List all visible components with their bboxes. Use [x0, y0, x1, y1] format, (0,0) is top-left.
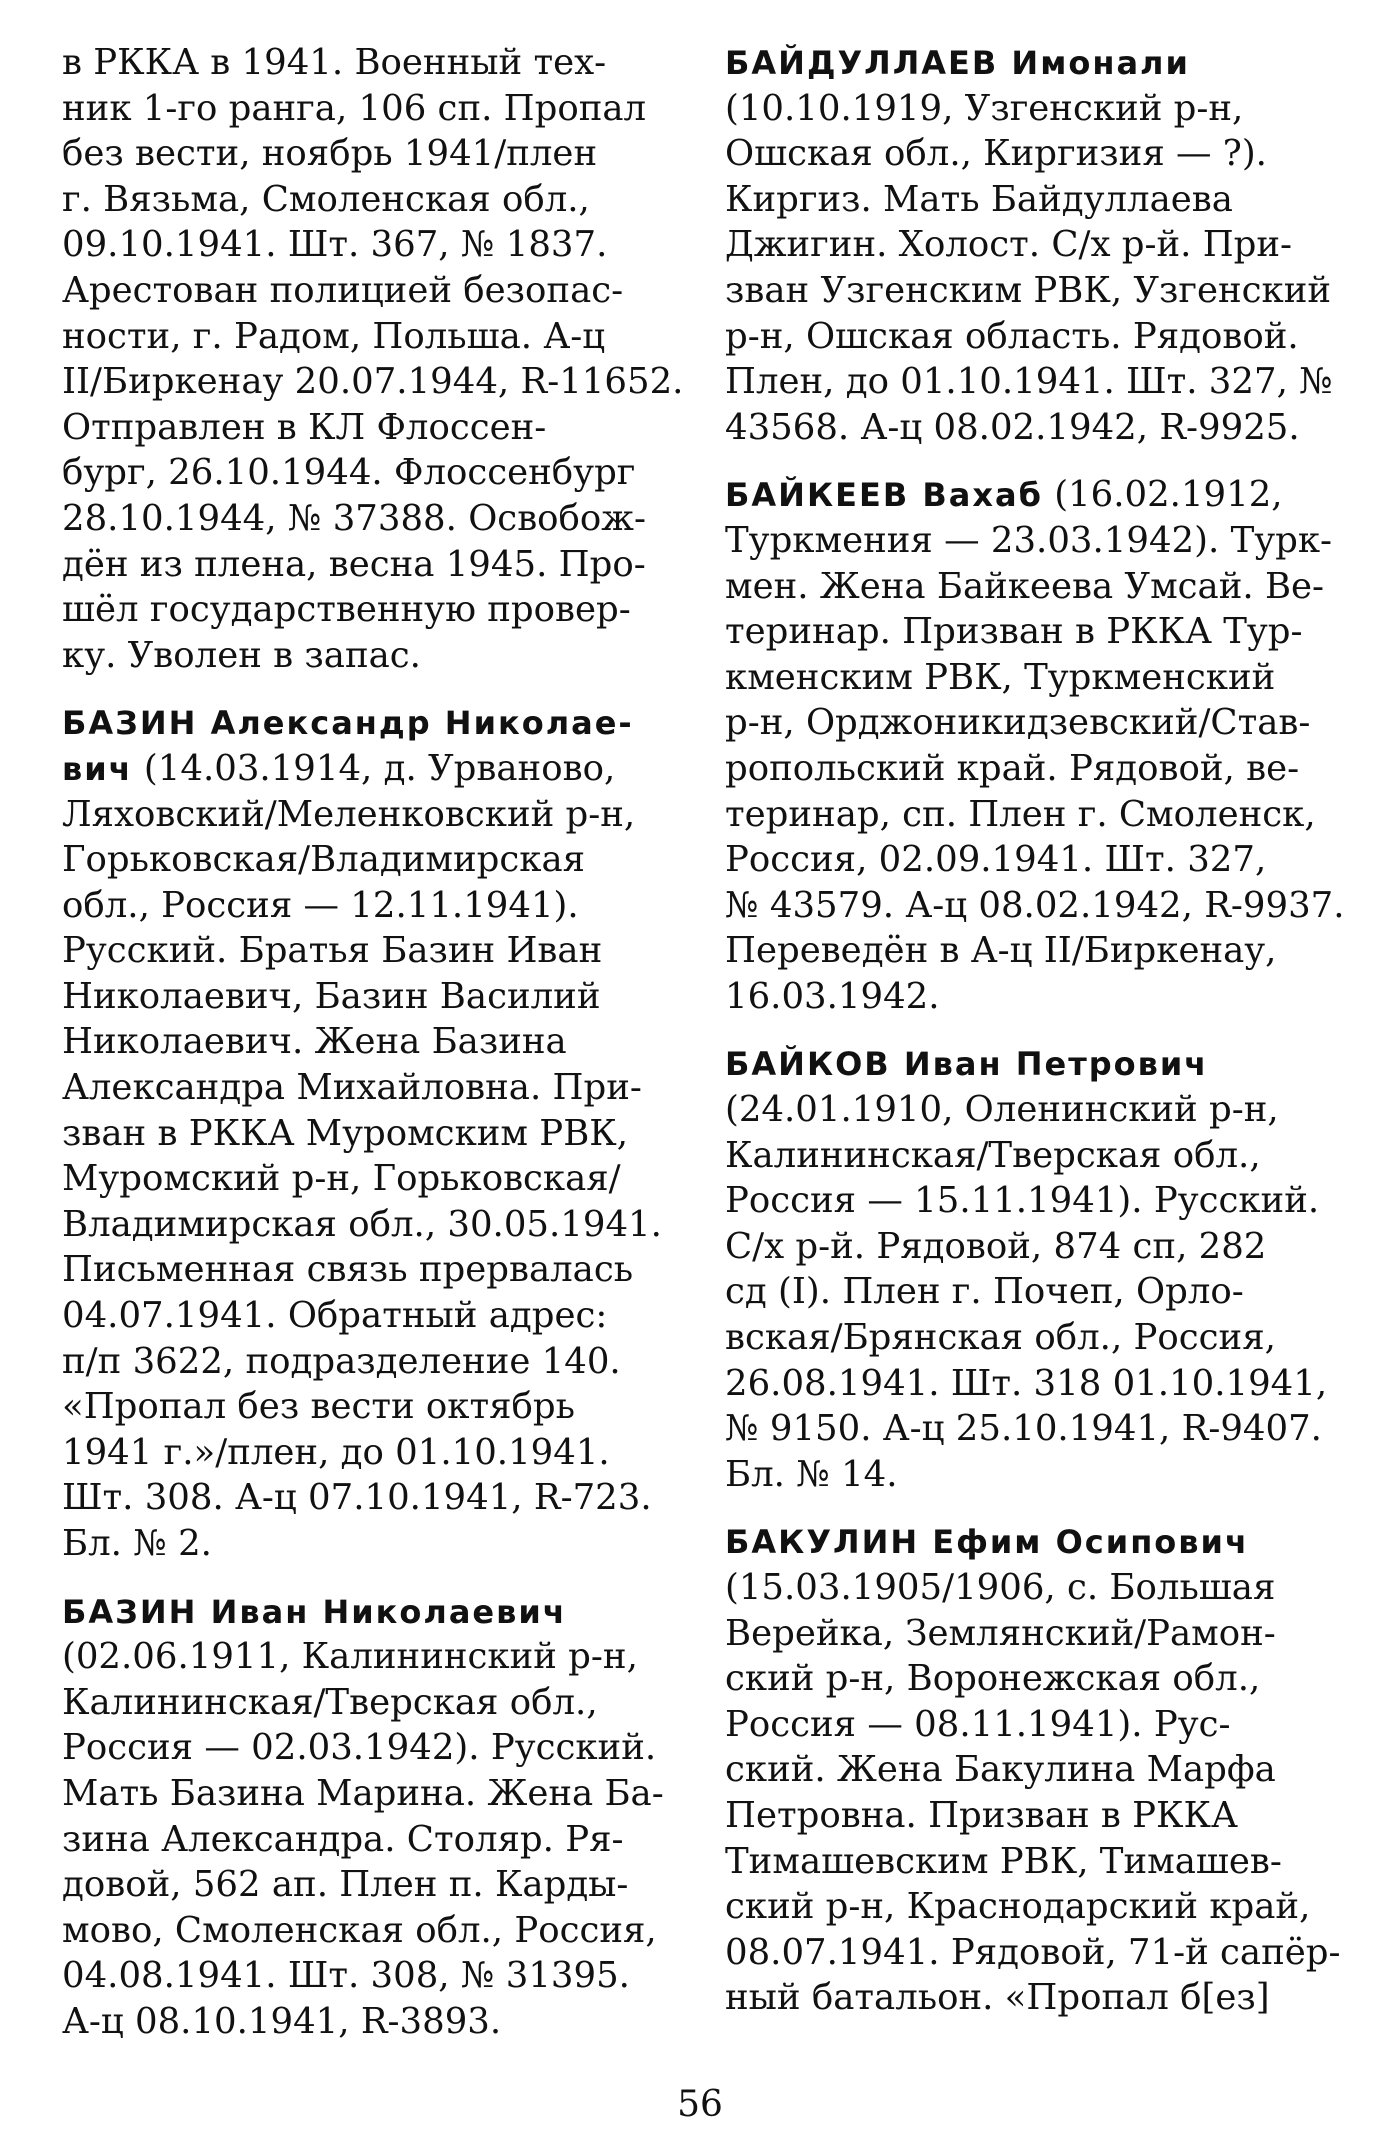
text-line: Калининская/Тверская обл., [725, 1134, 1261, 1176]
biography-entry [725, 1519, 1340, 2021]
text-line: № 43579. А-ц 08.02.1942, R-9937. [725, 884, 1345, 926]
text-line: Верейка, Землянский/Рамон- [725, 1612, 1276, 1654]
text-line: Александра Михайловна. При- [62, 1067, 642, 1109]
biography-entry [725, 472, 1345, 1019]
text-line: Ошская обл., Киргизия — ?). [725, 133, 1267, 175]
text-line: Бл. № 2. [62, 1523, 212, 1564]
text-line: «Пропал без вести октябрь [62, 1386, 575, 1428]
text-line: ку. Уволен в запас. [62, 634, 421, 676]
text-line [62, 700, 677, 746]
text-line: зван в РККА Муромским РВК, [62, 1112, 629, 1154]
text-line: Россия — 02.03.1942). Русский. [62, 1727, 657, 1769]
text-line: Плен, до 01.10.1941. Шт. 327, № [725, 361, 1333, 403]
text-line: 04.07.1941. Обратный адрес: [62, 1295, 608, 1337]
text-line: ский р-н, Краснодарский край, [725, 1886, 1311, 1928]
text-line: Петровна. Призван в РККА [725, 1794, 1238, 1836]
text-line: II/Биркенау 20.07.1944, R-11652. [62, 361, 684, 403]
text-line: мово, Смоленская обл., Россия, [62, 1909, 657, 1951]
text-line: ник 1-го ранга, 106 сп. Пропал [62, 87, 647, 129]
text-line [725, 472, 1340, 518]
text-line: теринар. Призван в РККА Тур- [725, 611, 1303, 653]
text-line: Николаевич, Базин Василий [62, 975, 601, 1017]
entry-gap [62, 1567, 677, 1589]
text-line: р-н, Ошская область. Рядовой. [725, 315, 1299, 357]
text-line: п/п 3622, подразделение 140. [62, 1340, 621, 1382]
left-column [62, 40, 684, 2045]
entry-gap [725, 450, 1340, 472]
text-line: (02.06.1911, Калининский р-н, [62, 1636, 638, 1678]
text-line: 1941 г.»/плен, до 01.10.1941. [62, 1431, 610, 1473]
entry-name: БАЗИН Иван Николаевич [62, 1592, 567, 1631]
text-line: бург, 26.10.1944. Флоссенбург [62, 452, 636, 494]
entry-name: БАКУЛИН Ефим Осипович [725, 1523, 1249, 1562]
text-line: Письменная связь прервалась [62, 1249, 634, 1291]
text-line: 16.03.1942. [725, 975, 940, 1017]
text-line [725, 1041, 1340, 1087]
entry-name: БАЙКОВ Иван Петрович [725, 1045, 1209, 1084]
text-line: Калининская/Тверская обл., [62, 1681, 598, 1723]
text-line [62, 1589, 677, 1635]
text-line: (10.10.1919, Узгенский р-н, [725, 87, 1244, 129]
text-line: № 9150. А-ц 25.10.1941, R-9407. [725, 1408, 1322, 1450]
text-line: без вести, ноябрь 1941/плен [62, 133, 598, 175]
text-line: Киргиз. Мать Байдуллаева [725, 178, 1233, 220]
entry-name: вич [62, 749, 133, 788]
biography-entry [62, 1589, 677, 2045]
text-line: Россия — 08.11.1941). Рус- [725, 1703, 1231, 1745]
text-line: в РККА в 1941. Военный тех- [62, 42, 607, 83]
text-line: (24.01.1910, Оленинский р-н, [725, 1089, 1279, 1131]
text-line: 28.10.1944, № 37388. Освобож- [62, 497, 646, 539]
entry-gap [725, 1497, 1340, 1519]
text-line: (15.03.1905/1906, с. Большая [725, 1567, 1276, 1608]
text-line: 04.08.1941. Шт. 308, № 31395. [62, 1955, 630, 1997]
entry-gap [725, 1019, 1340, 1041]
text-line: Переведён в А-ц II/Биркенау, [725, 930, 1277, 972]
text-line: дён из плена, весна 1945. Про- [62, 543, 646, 585]
text-line: Горьковская/Владимирская [62, 839, 586, 881]
biography-entry [725, 40, 1340, 450]
text-line: Русский. Братья Базин Иван [62, 930, 603, 972]
biography-entry [62, 700, 677, 1566]
text-line: Шт. 308. А-ц 07.10.1941, R-723. [62, 1477, 652, 1519]
text-line: Джигин. Холост. С/х р-й. При- [725, 224, 1293, 266]
text-line: обл., Россия — 12.11.1941). [62, 884, 579, 926]
text-line: Россия — 15.11.1941). Русский. [725, 1180, 1320, 1222]
text-line: Владимирская обл., 30.05.1941. [62, 1203, 662, 1245]
text-line [725, 40, 1340, 86]
text-line: 08.07.1941. Рядовой, 71-й сапёр- [725, 1931, 1341, 1973]
text-line: 43568. А-ц 08.02.1942, R-9925. [725, 406, 1300, 448]
entry-name: БАЙКЕЕВ Вахаб [725, 476, 1043, 515]
text-line: Отправлен в КЛ Флоссен- [62, 406, 547, 448]
entry-name: БАЙДУЛЛАЕВ Имонали [725, 44, 1190, 82]
text-line: С/х р-й. Рядовой, 874 сп, 282 [725, 1225, 1267, 1267]
text-line: ный батальон. «Пропал б[ез] [725, 1977, 1270, 2019]
text-line: зван Узгенским РВК, Узгенский [725, 269, 1332, 311]
text-line: шёл государственную провер- [62, 589, 631, 631]
text-line: довой, 562 ап. Плен п. Карды- [62, 1864, 629, 1906]
text-line: Туркмения — 23.03.1942). Турк- [725, 519, 1333, 561]
entry-gap [62, 678, 677, 700]
text-line: кменским РВК, Туркменский [725, 656, 1276, 698]
biography-entry [725, 1041, 1340, 1497]
text-line: А-ц 08.10.1941, R-3893. [62, 2000, 502, 2042]
text-line: ский. Жена Бакулина Марфа [725, 1749, 1276, 1791]
text-line: теринар, сп. Плен г. Смоленск, [725, 793, 1316, 835]
right-column [725, 40, 1345, 2021]
text-line: ский р-н, Воронежская обл., [725, 1658, 1261, 1700]
entry-text: (14.03.1914, д. Урваново, [132, 747, 616, 789]
text-line: р-н, Орджоникидзевский/Став- [725, 702, 1311, 744]
text-line [725, 1519, 1340, 1565]
text-line: 09.10.1941. Шт. 367, № 1837. [62, 224, 608, 266]
text-line: Николаевич. Жена Базина [62, 1021, 567, 1063]
page-number: 56 [677, 2084, 723, 2125]
text-line: г. Вязьма, Смоленская обл., [62, 178, 590, 220]
entry-text: (16.02.1912, [1042, 474, 1283, 516]
text-line: Тимашевским РВК, Тимашев- [725, 1840, 1282, 1882]
entry-name: БАЗИН Александр Николае- [62, 704, 634, 743]
text-line: 26.08.1941. Шт. 318 01.10.1941, [725, 1362, 1328, 1404]
biography-entry [62, 40, 684, 678]
text-line: Россия, 02.09.1941. Шт. 327, [725, 839, 1267, 881]
text-line: мен. Жена Байкеева Умсай. Ве- [725, 565, 1325, 607]
text-line: Муромский р-н, Горьковская/ [62, 1158, 621, 1200]
text-line: ности, г. Радом, Польша. А-ц [62, 315, 606, 357]
text-line: Мать Базина Марина. Жена Ба- [62, 1772, 664, 1814]
text-line: Ляховский/Меленковский р-н, [62, 793, 636, 835]
text-line: вская/Брянская обл., Россия, [725, 1317, 1276, 1359]
text-line: Бл. № 14. [725, 1453, 898, 1495]
text-line: зина Александра. Столяр. Ря- [62, 1818, 624, 1860]
text-line: сд (I). Плен г. Почеп, Орло- [725, 1271, 1244, 1313]
text-line: Арестован полицией безопас- [62, 269, 624, 311]
text-line: ропольский край. Рядовой, ве- [725, 747, 1300, 789]
text-line [62, 746, 677, 792]
